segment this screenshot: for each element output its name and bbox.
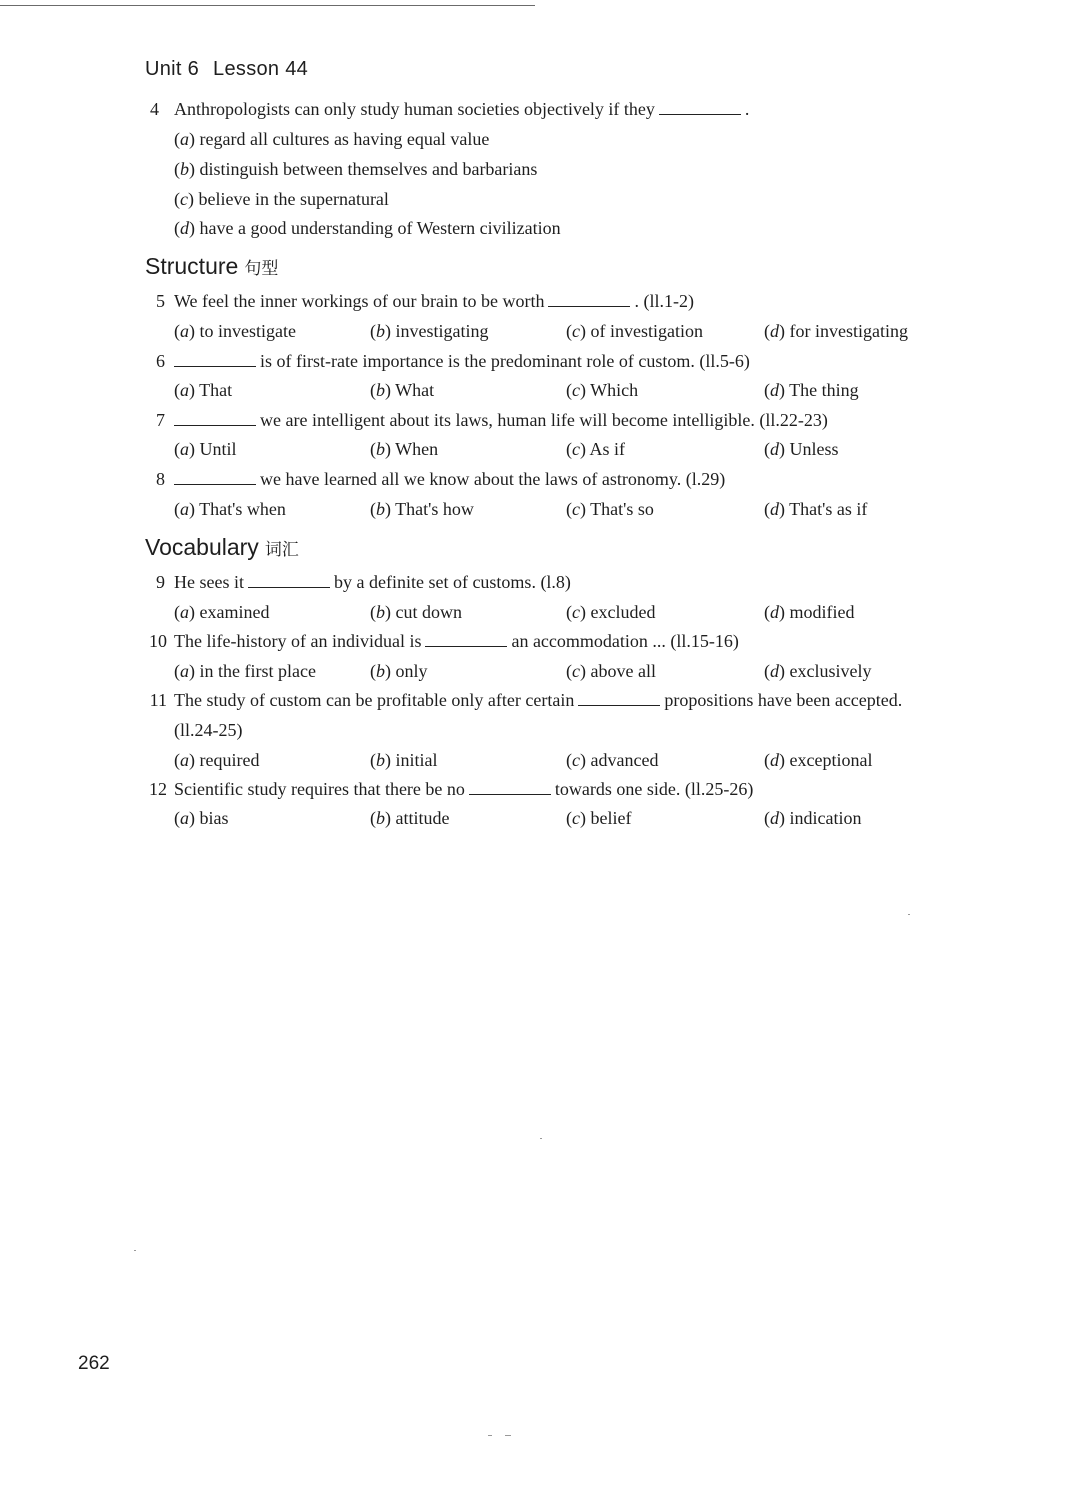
option-a: (a) regard all cultures as having equal value <box>174 129 490 149</box>
option-a: (a) Until <box>174 439 237 459</box>
option-d: (d) exceptional <box>764 750 873 770</box>
option-b: (b) investigating <box>370 321 489 341</box>
question-number: 4 <box>150 99 159 119</box>
option-d: (d) exclusively <box>764 661 872 681</box>
option-a: (a) That's when <box>174 499 286 519</box>
option-c: (c) belief <box>566 808 632 828</box>
option-a: (a) to investigate <box>174 321 296 341</box>
option-d: (d) That's as if <box>764 499 868 519</box>
question-text: we have learned all we know about the laws of astronomy. (l.29) <box>174 469 725 490</box>
option-a: (a) That <box>174 380 233 400</box>
answer-blank <box>174 354 256 367</box>
answer-blank <box>174 413 256 426</box>
question-number: 10 <box>149 631 167 651</box>
option-c: (c) That's so <box>566 499 654 519</box>
question-number: 8 <box>156 469 165 489</box>
answer-blank <box>659 102 741 115</box>
answer-blank <box>248 575 330 588</box>
answer-blank <box>548 294 630 307</box>
option-c: (c) As if <box>566 439 626 459</box>
scan-speck <box>488 1435 492 1436</box>
option-b: (b) When <box>370 439 439 459</box>
answer-blank <box>425 634 507 647</box>
page-number: 262 <box>78 1353 110 1374</box>
option-d: (d) for investigating <box>764 321 908 341</box>
question-text: He sees it by a definite set of customs. (l.8) <box>174 572 571 592</box>
option-a: (a) in the first place <box>174 661 316 681</box>
option-a: (a) bias <box>174 808 229 828</box>
scan-speck <box>540 1138 542 1139</box>
option-d: (d) indication <box>764 808 862 828</box>
unit-lesson-title <box>145 58 308 81</box>
option-d: (d) have a good understanding of Western civilization <box>174 218 561 238</box>
option-b: (b) cut down <box>370 602 462 622</box>
option-d: (d) modified <box>764 602 855 622</box>
scan-speck <box>134 1250 136 1251</box>
question-number: 6 <box>156 351 165 371</box>
question-number: 5 <box>156 291 165 311</box>
section-heading-vocabulary: Vocabulary 词汇 <box>145 534 299 560</box>
question-number: 9 <box>156 572 165 592</box>
answer-blank <box>174 472 256 485</box>
option-b: (b) That's how <box>370 499 474 519</box>
scan-speck <box>505 1435 511 1436</box>
option-d: (d) Unless <box>764 439 839 459</box>
option-b: (b) attitude <box>370 808 450 828</box>
option-d: (d) The thing <box>764 380 859 400</box>
option-c: (c) above all <box>566 661 656 681</box>
question-text: is of first-rate importance is the predominant role of custom. (ll.5-6) <box>174 351 750 372</box>
question-text: Scientific study requires that there be no towards one side. (ll.25-26) <box>174 779 754 799</box>
option-b: (b) only <box>370 661 428 681</box>
question-text: we are intelligent about its laws, human life will become intelligible. (ll.22-23) <box>174 410 828 431</box>
question-text: We feel the inner workings of our brain to be worth . (ll.1-2) <box>174 291 694 311</box>
option-c: (c) advanced <box>566 750 659 770</box>
option-a: (a) examined <box>174 602 270 622</box>
option-c: (c) Which <box>566 380 639 400</box>
question-number: 7 <box>156 410 165 430</box>
option-b: (b) initial <box>370 750 438 770</box>
scan-speck <box>908 914 910 915</box>
option-b: (b) distinguish between themselves and barbarians <box>174 159 538 179</box>
section-heading-structure: Structure 句型 <box>145 253 279 279</box>
question-reference: (ll.24-25) <box>174 720 243 740</box>
option-a: (a) required <box>174 750 260 770</box>
option-c: (c) excluded <box>566 602 656 622</box>
option-c: (c) believe in the supernatural <box>174 189 389 209</box>
option-c: (c) of investigation <box>566 321 703 341</box>
lesson-label: Lesson 44 <box>213 58 309 80</box>
question-text: The study of custom can be profitable only after certain propositions have been accepted. <box>174 690 903 710</box>
question-text: Anthropologists can only study human societies objectively if they . <box>174 99 750 119</box>
answer-blank <box>469 782 551 795</box>
question-number: 11 <box>149 690 167 710</box>
option-b: (b) What <box>370 380 435 400</box>
top-rule <box>0 5 535 6</box>
question-text: The life-history of an individual is an accommodation ... (ll.15-16) <box>174 631 739 651</box>
unit-label: Unit 6 <box>145 58 200 80</box>
question-number: 12 <box>149 779 167 799</box>
answer-blank <box>578 693 660 706</box>
